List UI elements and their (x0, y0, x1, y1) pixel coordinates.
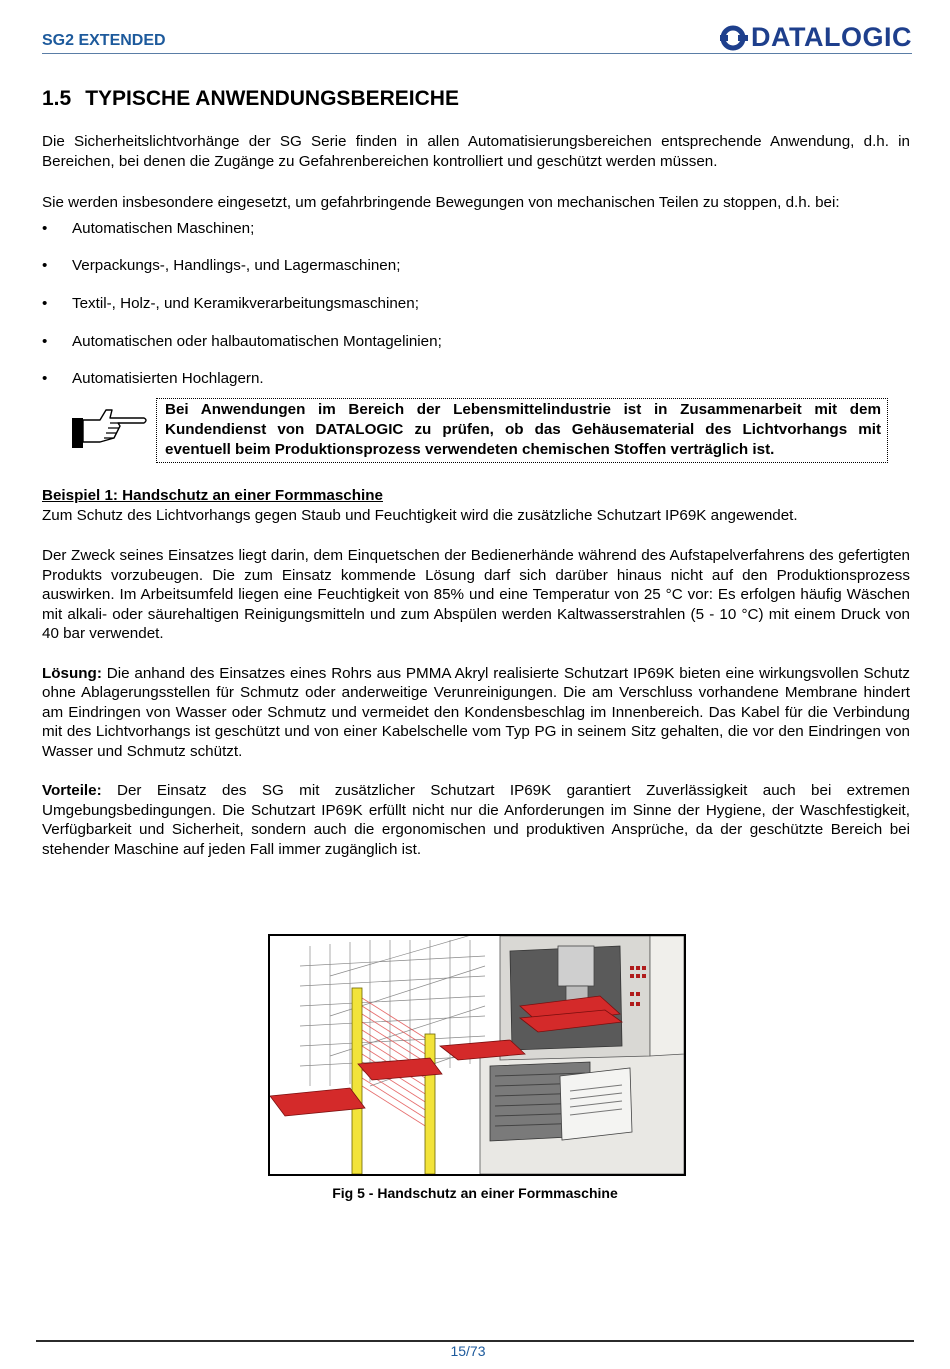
food-industry-note (42, 398, 910, 460)
page-content (42, 86, 910, 859)
bullet-icon: • (42, 294, 48, 312)
list-item (42, 219, 910, 257)
figure-caption: Fig 5 - Handschutz an einer Formmaschine (332, 1185, 618, 1201)
section-number: 1.5 (42, 87, 72, 110)
header-divider (42, 53, 912, 54)
example-paragraph-2: Der Zweck seines Einsatzes liegt darin, dem Einquetschen der Bedienerhände während des Aufstapelverfahrens des gefertigten Produkts vorzubeugen. Die zum Einsatz kommende Lösung darf sich darüber hinaus nicht auf den Produktionsprozess auswirken. Im Arbeitsumfeld liegen eine Feuchtigkeit von 85% und eine Temperatur von 25 °C vor: Es erfolgen häufig Wäschen mit alkali- oder säurehaltigen Reinigungsmitteln und zum Abspülen werden Kaltwasserstrahlen (5 - 10 °C) mit einem Druck von 40 bar verwendet. (42, 547, 910, 643)
list-item (42, 294, 910, 332)
list-item-text: Automatischen Maschinen; (72, 219, 255, 237)
list-item (42, 369, 910, 398)
list-item-text: Automatisierten Hochlagern. (72, 370, 264, 388)
section-title: TYPISCHE ANWENDUNGSBEREICHE (85, 87, 459, 110)
application-list (42, 219, 910, 399)
datalogic-logo (720, 22, 912, 53)
note-text: Bei Anwendungen im Bereich der Lebensmittelindustrie ist in Zusammenarbeit mit dem Kundendienst von DATALOGIC zu prüfen, ob das Gehäusematerial des Lichtvorhangs mit eventuell beim Produktionsprozess verwendeten chemischen Stoffen verträglich ist. (156, 398, 888, 462)
bullet-icon: • (42, 370, 48, 388)
datalogic-logo-mark-icon (720, 25, 748, 51)
pointing-hand-icon (70, 404, 150, 450)
document-title: SG2 EXTENDED (42, 32, 166, 49)
logo-text: DATALOGIC (751, 22, 912, 52)
bullet-icon: • (42, 257, 48, 275)
advantages-paragraph (42, 781, 910, 859)
example-paragraph-1: Zum Schutz des Lichtvorhangs gegen Staub und Feuchtigkeit wird die zusätzliche Schutzart IP69K angewendet. (42, 506, 798, 524)
advantages-text: Der Einsatz des SG mit zusätzlicher Schutzart IP69K garantiert Zuverlässigkeit auch bei extremen Umgebungsbedingungen. Die Schutzart IP69K erfüllt nicht nur die Anforderungen im Sinne der Hygiene, der Waschfestigkeit, Verfügbarkeit und Sicherheit, sondern auch die ergonomischen und produktiven Ansprüche, da der geschützte Bereich bei stehender Maschine auf jeden Fall immer zugänglich ist. (42, 782, 910, 858)
example-heading: Beispiel 1: Handschutz an einer Formmaschine (42, 487, 383, 505)
intro-paragraph-2: Sie werden insbesondere eingesetzt, um gefahrbringende Bewegungen von mechanischen Teilen zu stoppen, d.h. bei: (42, 194, 840, 211)
machine-diagram (270, 936, 684, 1174)
solution-label: Lösung: (42, 664, 102, 682)
list-item (42, 332, 910, 370)
list-item-text: Verpackungs-, Handlings-, und Lagermaschinen; (72, 257, 401, 275)
page-header (42, 22, 912, 56)
list-item-text: Textil-, Holz-, und Keramikverarbeitungsmaschinen; (72, 294, 419, 312)
page-number: 15/73 (450, 1343, 486, 1359)
section-heading (42, 86, 910, 112)
intro-paragraph-1: Die Sicherheitslichtvorhänge der SG Serie finden in allen Automatisierungsbereichen entsprechende Anwendung, d.h. in Bereichen, bei denen die Zugänge zu Gefahrenbereichen kontrolliert und geschützt werden müssen. (42, 133, 910, 170)
bullet-icon: • (42, 332, 48, 350)
solution-text: Die anhand des Einsatzes eines Rohrs aus PMMA Akryl realisierte Schutzart IP69K bieten eine wirkungsvollen Schutz ohne Ablagerungsstellen für Schmutz oder anderweitige Verunreinigungen. Die am Verschluss vorhandene Membrane hindert am Eindringen von Wasser oder Schmutz und vermeidet den Kondensbeschlag im Innenbereich. Das Kabel für die Verbindung mit des Lichtvorhangs ist geschützt und von einer Kabelschelle vom Typ PG in seinem Sitz gehalten, die vor den Eindringen von Wasser und Schmutz schützt. (42, 664, 910, 760)
list-item (42, 256, 910, 294)
advantages-label: Vorteile: (42, 782, 102, 800)
list-item-text: Automatischen oder halbautomatischen Montagelinien; (72, 332, 442, 350)
solution-paragraph (42, 664, 910, 762)
light-curtain-receiver (425, 1034, 435, 1174)
forming-machine-illustration (268, 934, 686, 1176)
bullet-icon: • (42, 219, 48, 237)
footer-divider (36, 1340, 914, 1342)
light-curtain-emitter (352, 988, 362, 1174)
